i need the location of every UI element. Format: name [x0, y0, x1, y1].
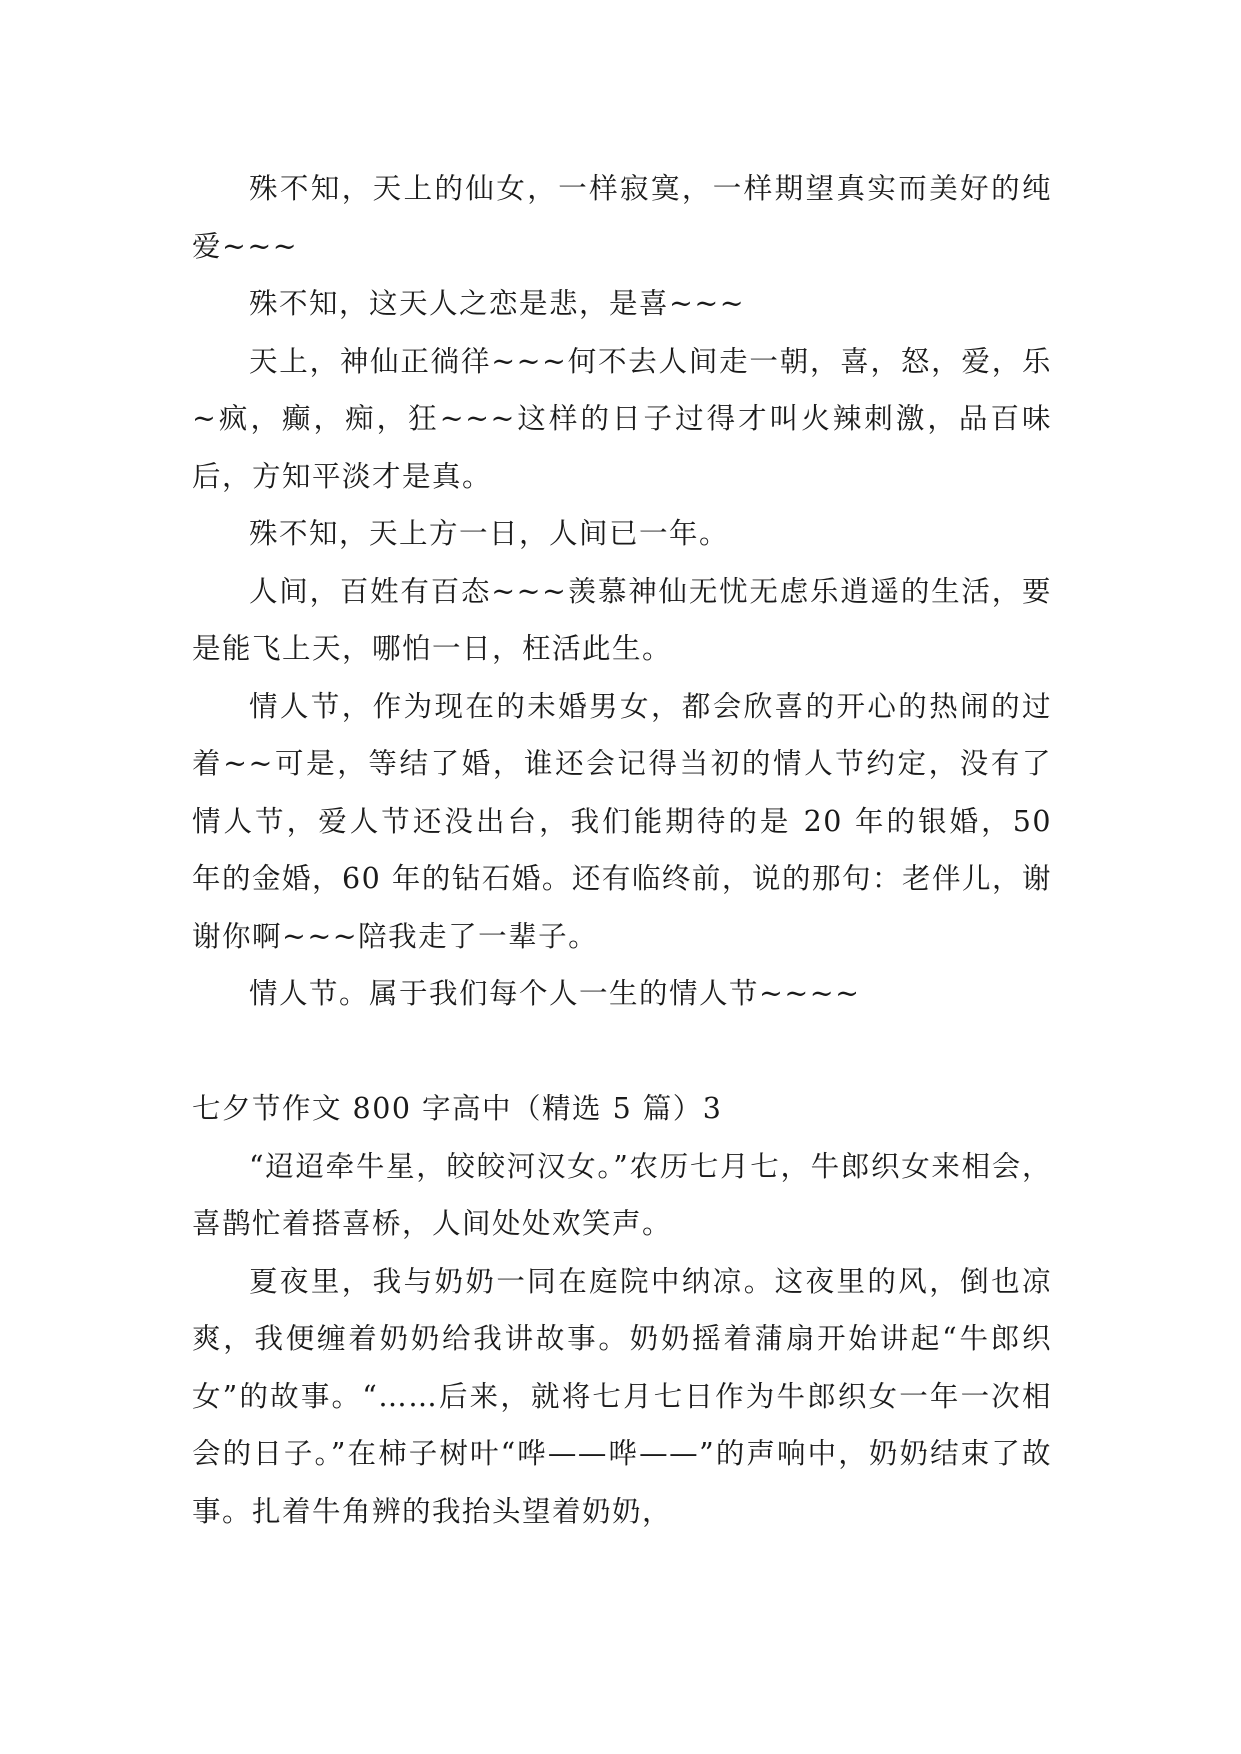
- paragraph: 殊不知，天上方一日，人间已一年。: [249, 517, 730, 550]
- paragraph: 天上，神仙正徜徉~~~何不去人间走一朝，喜，怒，爱，乐~疯，癫，痴，狂~~~这样的日子过得才叫火辣刺激，品百味后，方知平淡才是真。: [192, 344, 1052, 493]
- paragraph: 殊不知，这天人之恋是悲，是喜~~~: [249, 287, 746, 320]
- paragraph: 殊不知，天上的仙女，一样寂寞，一样期望真实而美好的纯爱~~~: [192, 172, 1052, 263]
- paragraph: “迢迢牵牛星，皎皎河汉女。”农历七月七，牛郎织女来相会，喜鹊忙着搭喜桥，人间处处欢笑声。: [192, 1149, 1052, 1240]
- paragraph: 夏夜里，我与奶奶一同在庭院中纳凉。这夜里的风，倒也凉爽，我便缠着奶奶给我讲故事。奶奶摇着蒲扇开始讲起“牛郎织女”的故事。“……后来，就将七月七日作为牛郎织女一年一次相会的日子。”在柿子树叶“哗——哗——”的声响中，奶奶结束了故事。扎着牛角辨的我抬头望着奶奶，: [192, 1264, 1052, 1528]
- paragraph: 情人节，作为现在的未婚男女，都会欣喜的开心的热闹的过着~~可是，等结了婚，谁还会记得当初的情人节约定，没有了情人节，爱人节还没出台，我们能期待的是 20 年的银婚，50 年的金婚，60 年的钻石婚。还有临终前，说的那句：老伴儿，谢谢你啊~~~陪我走了一辈子。: [192, 689, 1052, 953]
- section-spacer: [192, 1023, 1052, 1081]
- paragraph: 情人节。属于我们每个人一生的情人节~~~~: [249, 977, 861, 1010]
- paragraph: 人间，百姓有百态~~~羡慕神仙无忧无虑乐逍遥的生活，要是能飞上天，哪怕一日，枉活此生。: [192, 574, 1052, 665]
- section-heading: 七夕节作文 800 字高中（精选 5 篇）3: [192, 1092, 723, 1125]
- document-body: [192, 160, 1052, 1540]
